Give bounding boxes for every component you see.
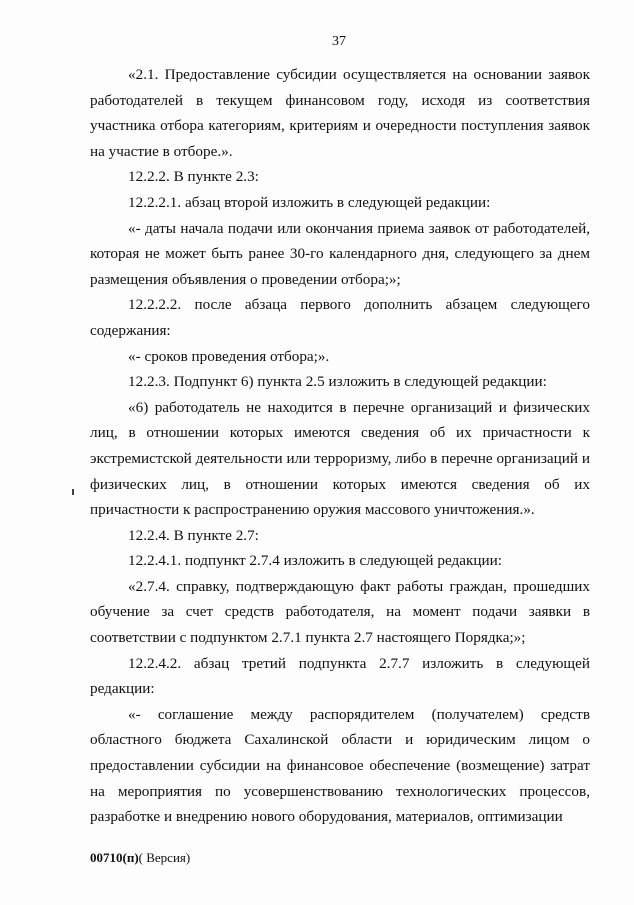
paragraph-12-2-2-1: 12.2.2.1. абзац второй изложить в следующей редакции: [128,193,491,211]
paragraph-12-2-4-1: 12.2.4.1. подпункт 2.7.4 изложить в следующей редакции: [128,552,502,570]
paragraph-2-1: «2.1. Предоставление субсидии осуществляется на основании заявок работодателей в текущем финансовом году, исходя из соответствия участника отбора категориям, критериям и очередности поступления заявок на участие в отборе.». [90,66,590,160]
paragraph-12-2-4: 12.2.4. В пункте 2.7: [128,526,259,544]
paragraph-12-2-2-2: 12.2.2.2. после абзаца первого дополнить абзацем следующего содержания: [90,296,590,339]
paragraph-quote-dates: «- даты начала подачи или окончания приема заявок от работодателей, которая не может быть ранее 30-го календарного дня, следующего за днем размещения объявления о проведении отбора;»; [90,219,590,288]
paragraph-quote-6: «6) работодатель не находится в перечне организаций и физических лиц, в отношении которых имеются сведения об их причастности к экстремистской деятельности или терроризму, либо в перечне организаций и физических лиц, в отношении которых имеются сведения об их причастности к распространению оружия массового уничтожения.». [90,398,590,519]
paragraph-quote-terms: «- сроков проведения отбора;». [128,347,330,365]
footer [90,850,190,866]
paragraph-12-2-4-2: 12.2.4.2. абзац третий подпункта 2.7.7 изложить в следующей редакции: [90,654,590,698]
paragraph-quote-agreement: «- соглашение между распорядителем (получателем) средств областного бюджета Сахалинской области и юридическим лицом о предоставлении субсидии на финансовое обеспечение (возмещение) затрат на мероприятия по усовершенствованию технологических процессов, разработке и внедрению нового оборудования, материалов, оптимизации [90,705,590,826]
paragraph-12-2-3: 12.2.3. Подпункт 6) пункта 2.5 изложить в следующей редакции: [128,373,547,391]
paragraph-quote-2-7-4: «2.7.4. справку, подтверждающую факт работы граждан, прошедших обучение за счет средств работодателя, на момент подачи заявки в соответствии с подпунктом 2.7.1 пункта 2.7 настоящего Порядка;»; [90,577,590,647]
page-number: 37 [332,34,346,49]
document-body [90,62,590,830]
margin-mark [72,489,74,495]
paragraph-12-2-2: 12.2.2. В пункте 2.3: [128,168,259,186]
footer-code: 00710(п) [90,850,139,865]
footer-version: ( Версия) [138,850,191,865]
